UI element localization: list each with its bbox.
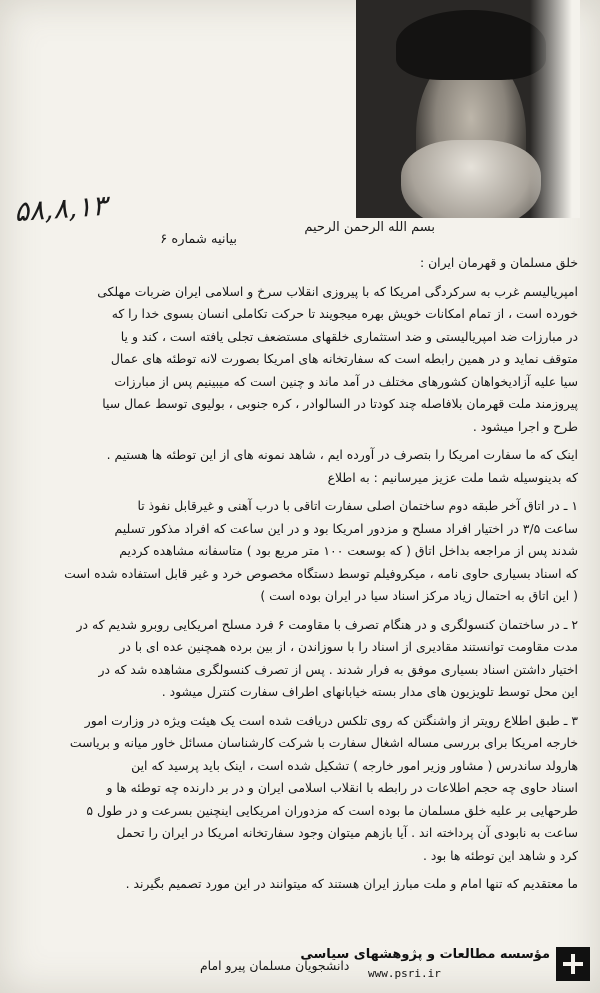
body-line: ۲ ـ در ساختمان کنسولگری و در هنگام تصرف با مقاومت ۶ فرد مسلح امریکایی روبرو شدیم که در: [76, 616, 578, 632]
signature: دانشجویان مسلمان پیرو امام: [200, 958, 350, 973]
body-line: ساعت ۳/۵ در اختیار افراد مسلح و مزدور امریکا بود و در این ساعت که افراد مذکور تسلیم: [114, 520, 578, 536]
body-line: مدت مقاومت توانستند مقادیری از اسناد را با سوزاندن ، از بین برده همچنین عده ای با در: [119, 639, 578, 654]
body-line: اسناد حاوی چه حجم اطلاعات در رابطه با انقلاب اسلامی ایران و در بر دارنده چه توطئه ها و: [106, 780, 578, 795]
portrait-turban: [396, 10, 546, 80]
body-line: ما معتقدیم که تنها امام و ملت مبارز ایران هستند که میتوانند در این مورد تصمیم بگیرند .: [125, 876, 578, 891]
handwritten-date: ۵۸,۸,۱۳: [12, 188, 109, 229]
body-line: خلق مسلمان و قهرمان ایران :: [419, 255, 578, 270]
body-line: طرح و اجرا میشود .: [472, 418, 578, 434]
body-line: پیروزمند ملت قهرمان بلافاصله چند کودتا در السالوادر ، کره جنوبی ، بولیوی توسط عمال سیا: [102, 396, 578, 411]
statement-number: بيانيه شماره ۶: [160, 232, 237, 247]
body-line: که اسناد بسیاری حاوی نامه ، میکروفیلم توسط دستگاه مخصوص خرد و غیر قابل استفاده شده است: [64, 565, 578, 581]
body-line: ۳ ـ طبق اطلاع رویتر از واشنگتن که روی تلکس دریافت شده است یک هیئت ویژه در وزارت امور: [84, 712, 578, 728]
body-line: شدند پس از مراجعه بداخل اتاق ( که بوسعت ۱۰۰ متر مربع بود ) متاسفانه مشاهده کردیم: [119, 543, 578, 558]
body-line: متوقف نماید و در همین رابطه است که سفارتخانه های امریکا بصورت لانه توطئه های عمال: [110, 351, 578, 366]
torn-edge: [530, 0, 580, 218]
institute-url: www.psri.ir: [368, 967, 441, 980]
basmala: بسم الله الرحمن الرحيم: [304, 220, 435, 235]
body-line: خورده است ، از تمام امکانات خویش بهره میجویند تا حرکت تکاملی انسان بسوی خدا را که: [111, 306, 578, 321]
portrait-beard: [401, 140, 541, 218]
body-line: ۱ ـ در اتاق آخر طبقه دوم ساختمان اصلی سفارت اتاقی با درب آهنی و غیرقابل نفوذ تا: [137, 498, 578, 513]
statement-body: [22, 252, 578, 896]
institute-name: مؤسسه مطالعات و پژوهشهای سیاسی: [300, 947, 550, 962]
portrait-photo: [356, 0, 580, 218]
watermark-logo: [300, 945, 590, 985]
institute-logo-icon: [556, 947, 590, 981]
body-line: ( این اتاق به احتمال زیاد مرکز اسناد سیا در ایران بوده است ): [260, 588, 578, 603]
body-line: خارجه امریکا برای بررسی مساله اشغال سفارت با شرکت کارشناسان مسائل خاور میانه و بریاست: [69, 735, 578, 750]
body-line: سیا علیه آزادیخواهان کشورهای مختلف در آمد ماند و چنین است که میبینیم پس از مبارزات: [114, 373, 578, 389]
body-line: ساعت به نابودی آن پرداخته اند . آیا بازهم میتوان وجود سفارتخانه امریکا در ایران را تحمل: [116, 825, 578, 840]
body-line: هارولد ساندرس ( مشاور وزیر امور خارجه ) تشکیل شده است ، اینک باید پرسید که این: [131, 757, 578, 773]
body-line: امپریالیسم غرب به سرکردگی امریکا که با پیروزی انقلاب سرخ و اسلامی ایران ضربات مهلکی: [97, 283, 578, 299]
body-line: در مبارزات ضد امپریالیستی و ضد استثماری خلقهای مستضعف تجلی یافته است ، کند و یا: [120, 328, 578, 344]
body-line: اینک که ما سفارت امریکا را بتصرف در آورده ایم ، شاهد نمونه های از این توطئه ها هستیم .: [106, 447, 578, 462]
body-line: کرد و شاهد این توطئه ها بود .: [422, 847, 578, 863]
body-line: طرحهایی بر علیه خلق مسلمان ما بوده است که مزدوران امریکایی اینچنین بسرعت و در طول ۵: [86, 802, 578, 818]
body-line: این محل توسط تلویزیون های مدار بسته خیابانهای اطراف سفارت کنترل میشود .: [161, 684, 578, 699]
body-line: که بدینوسیله شما ملت عزیز میرسانیم : به اطلاع: [327, 469, 578, 485]
body-line: اختیار داشتن اسناد بسیاری موفق به فرار شدند . پس از تصرف کنسولگری مشاهده شد که در: [98, 661, 578, 677]
